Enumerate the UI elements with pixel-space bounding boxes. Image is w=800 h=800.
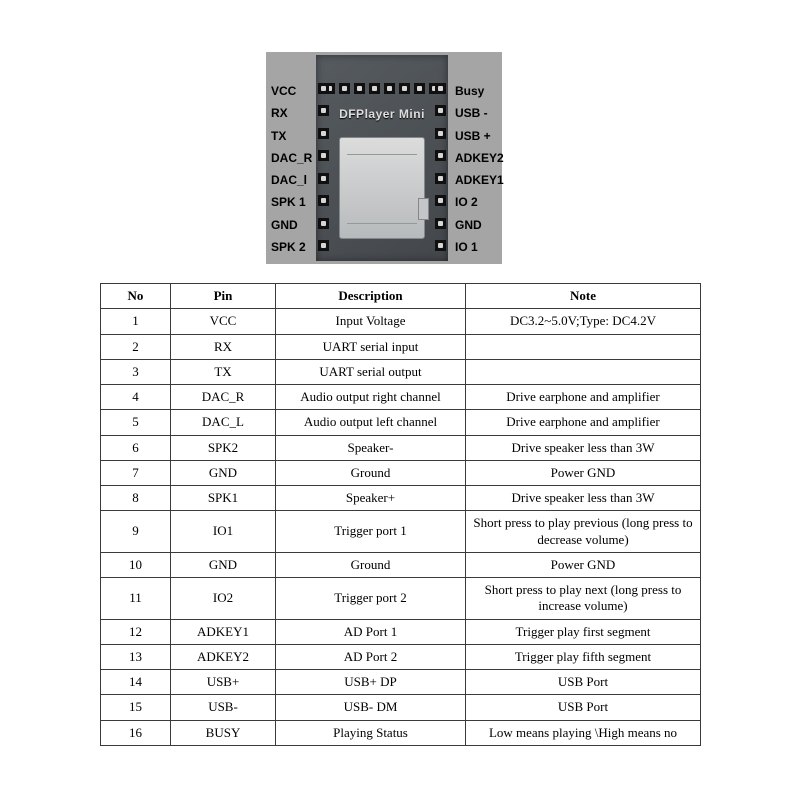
table-cell: 6 (101, 435, 171, 460)
table-cell: 3 (101, 359, 171, 384)
table-cell: Speaker- (276, 435, 466, 460)
header-pin-icon (318, 83, 329, 94)
table-cell: Short press to play previous (long press to decrease volume) (466, 511, 701, 553)
table-cell: Trigger play first segment (466, 619, 701, 644)
table-row (101, 695, 701, 720)
header-pin-icon (318, 128, 329, 139)
header-pin-icon (435, 195, 446, 206)
pin-label: SPK 2 (271, 239, 306, 254)
pin-label: SPK 1 (271, 195, 306, 210)
table-cell: GND (171, 460, 276, 485)
header-pin-icon (318, 240, 329, 251)
table-cell: IO1 (171, 511, 276, 553)
table-cell: Drive earphone and amplifier (466, 385, 701, 410)
pin-label: IO 2 (455, 195, 478, 210)
table-cell: 13 (101, 644, 171, 669)
table-cell: USB+ (171, 670, 276, 695)
column-header: Pin (171, 284, 276, 309)
pin-label: USB - (455, 106, 488, 121)
table-row (101, 619, 701, 644)
table-cell: Low means playing \High means no (466, 720, 701, 745)
table-cell: Short press to play next (long press to increase volume) (466, 578, 701, 620)
header-pin-icon (435, 173, 446, 184)
table-row (101, 309, 701, 334)
table-cell: Speaker+ (276, 486, 466, 511)
header-pin-icon (435, 83, 446, 94)
table-row (101, 460, 701, 485)
pin-label: TX (271, 128, 287, 143)
table-cell: VCC (171, 309, 276, 334)
table-cell: DAC_L (171, 410, 276, 435)
table-cell: Audio output right channel (276, 385, 466, 410)
table-cell: 5 (101, 410, 171, 435)
table-row (101, 486, 701, 511)
column-header: Description (276, 284, 466, 309)
table-cell: SPK1 (171, 486, 276, 511)
table-cell: DC3.2~5.0V;Type: DC4.2V (466, 309, 701, 334)
table-row (101, 644, 701, 669)
header-pin-icon (435, 218, 446, 229)
table-cell (466, 334, 701, 359)
header-pin-icon (435, 240, 446, 251)
table-row (101, 334, 701, 359)
header-pin-icon (354, 83, 365, 94)
table-cell: UART serial input (276, 334, 466, 359)
table-cell: Drive speaker less than 3W (466, 435, 701, 460)
table-cell: 15 (101, 695, 171, 720)
table-cell: Drive speaker less than 3W (466, 486, 701, 511)
pin-table (100, 283, 701, 746)
table-cell: Input Voltage (276, 309, 466, 334)
table-cell: 14 (101, 670, 171, 695)
header-pin-icon (369, 83, 380, 94)
table-row (101, 670, 701, 695)
table-cell: Playing Status (276, 720, 466, 745)
header-pin-icon (399, 83, 410, 94)
table-cell: Trigger play fifth segment (466, 644, 701, 669)
table-cell: Drive earphone and amplifier (466, 410, 701, 435)
pin-label: GND (455, 217, 482, 232)
table-cell: USB- DM (276, 695, 466, 720)
header-pin-icon (318, 150, 329, 161)
header-pin-icon (435, 128, 446, 139)
table-cell: 11 (101, 578, 171, 620)
table-cell: 10 (101, 552, 171, 577)
table-cell: 1 (101, 309, 171, 334)
pin-label: VCC (271, 84, 297, 98)
table-cell: USB Port (466, 695, 701, 720)
pin-label: USB + (455, 128, 491, 143)
table-cell: USB+ DP (276, 670, 466, 695)
table-cell: Trigger port 2 (276, 578, 466, 620)
table-cell: Ground (276, 460, 466, 485)
table-cell: ADKEY1 (171, 619, 276, 644)
sd-slot-line (347, 223, 417, 224)
header-pin-icon (318, 173, 329, 184)
table-body (101, 309, 701, 746)
table-cell: 9 (101, 511, 171, 553)
column-header: No (101, 284, 171, 309)
pin-label: ADKEY2 (455, 150, 504, 165)
table-row (101, 552, 701, 577)
table-row (101, 720, 701, 745)
header-pin-icon (384, 83, 395, 94)
pin-label: ADKEY1 (455, 173, 504, 188)
table-cell: TX (171, 359, 276, 384)
table-cell: 2 (101, 334, 171, 359)
table-cell: Power GND (466, 552, 701, 577)
table-row (101, 578, 701, 620)
pin-label: DAC_R (271, 150, 313, 165)
sd-card-slot (339, 137, 425, 239)
table-row (101, 410, 701, 435)
table-cell: AD Port 2 (276, 644, 466, 669)
table-cell: Ground (276, 552, 466, 577)
table-cell (466, 359, 701, 384)
pcb-module (316, 55, 448, 261)
left-pin-labels (266, 52, 316, 264)
table-cell: BUSY (171, 720, 276, 745)
table-cell: Trigger port 1 (276, 511, 466, 553)
column-header: Note (466, 284, 701, 309)
pin-label: RX (271, 106, 288, 121)
module-title: DFPlayer Mini (339, 107, 425, 121)
table-cell: SPK2 (171, 435, 276, 460)
table-cell: 8 (101, 486, 171, 511)
table-cell: 7 (101, 460, 171, 485)
table-cell: AD Port 1 (276, 619, 466, 644)
header-pin-icon (435, 150, 446, 161)
module-photo (266, 52, 502, 264)
table-row (101, 385, 701, 410)
table-cell: 12 (101, 619, 171, 644)
table-cell: UART serial output (276, 359, 466, 384)
header-pin-icon (318, 218, 329, 229)
table-row (101, 359, 701, 384)
table-cell: RX (171, 334, 276, 359)
table-header-row (101, 284, 701, 309)
sd-slot-line (347, 154, 417, 155)
table-cell: GND (171, 552, 276, 577)
table-cell: USB Port (466, 670, 701, 695)
table-cell: 4 (101, 385, 171, 410)
header-pin-icon (414, 83, 425, 94)
pin-label: Busy (455, 84, 485, 98)
pin-label: GND (271, 217, 298, 232)
right-pin-labels (448, 52, 502, 264)
sd-slot-tab (418, 198, 429, 220)
table-cell: IO2 (171, 578, 276, 620)
table-cell: Power GND (466, 460, 701, 485)
table-cell: ADKEY2 (171, 644, 276, 669)
header-pin-icon (318, 195, 329, 206)
table-cell: 16 (101, 720, 171, 745)
table-row (101, 435, 701, 460)
table-cell: USB- (171, 695, 276, 720)
header-pin-icon (339, 83, 350, 94)
pin-label: DAC_l (271, 173, 308, 188)
table-cell: Audio output left channel (276, 410, 466, 435)
pcb-top-pins (324, 83, 440, 94)
pin-label: IO 1 (455, 239, 478, 254)
table-row (101, 511, 701, 553)
table-cell: DAC_R (171, 385, 276, 410)
